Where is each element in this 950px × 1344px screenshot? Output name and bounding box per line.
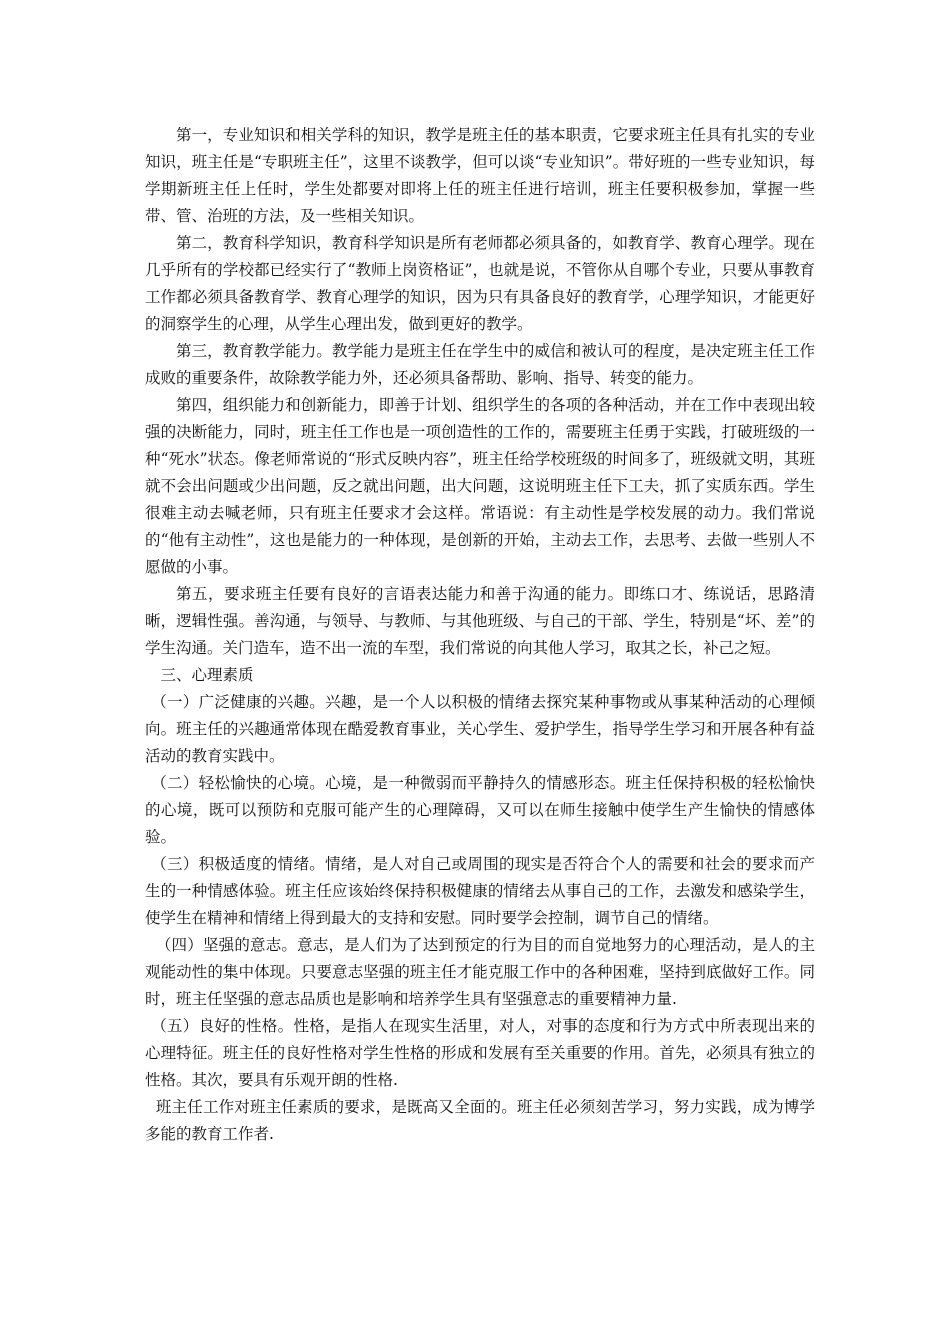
section-heading-psychological-quality: 三、心理素质 bbox=[160, 666, 254, 684]
paragraph-interest: （一）广泛健康的兴趣。兴趣，是一个人以积极的情绪去探究某种事物或从事某种活动的心理倾向。班主任的兴趣通常体现在酷爱教育事业，关心学生、爱护学生，指导学生学习和开展各种有益活动的教育实践中。 bbox=[145, 693, 815, 765]
paragraph-will: （四）坚强的意志。意志，是人们为了达到预定的行为目的而自觉地努力的心理活动，是人的主观能动性的集中体现。只要意志坚强的班主任才能克服工作中的各种困难，坚持到底做好工作。同时，班主任坚强的意志品质也是影响和培养学生具有坚强意志的重要精神力量. bbox=[145, 936, 815, 1008]
paragraph-emotion: （三）积极适度的情绪。情绪，是人对自己或周围的现实是否符合个人的需要和社会的要求而产生的一种情感体验。班主任应该始终保持积极健康的情绪去从事自己的工作，去激发和感染学生，使学生在精神和情绪上得到最大的支持和安慰。同时要学会控制，调节自己的情绪。 bbox=[145, 855, 815, 927]
paragraph-third-teaching-ability: 第三，教育教学能力。教学能力是班主任在学生中的威信和被认可的程度，是决定班主任工作成败的重要条件，故除教学能力外，还必须具备帮助、影响、指导、转变的能力。 bbox=[145, 342, 815, 387]
paragraph-conclusion: 班主任工作对班主任素质的要求，是既高又全面的。班主任必须刻苦学习，努力实践，成为博学多能的教育工作者. bbox=[145, 1098, 815, 1143]
paragraph-second-education-science: 第二，教育科学知识，教育科学知识是所有老师都必须具备的，如教育学、教育心理学。现在几乎所有的学校都已经实行了“教师上岗资格证”，也就是说，不管你从自哪个专业，只要从事教育工作都必须具备教育学、教育心理学的知识，因为只有具备良好的教育学，心理学知识，才能更好的洞察学生的心理，从学生心理出发，做到更好的教学。 bbox=[145, 234, 815, 333]
document-body bbox=[145, 122, 815, 1148]
paragraph-character: （五）良好的性格。性格，是指人在现实生活里，对人，对事的态度和行为方式中所表现出来的心理特征。班主任的良好性格对学生性格的形成和发展有至关重要的作用。首先，必须具有独立的性格。其次，要具有乐观开朗的性格. bbox=[145, 1017, 815, 1089]
paragraph-first-professional-knowledge: 第一，专业知识和相关学科的知识，教学是班主任的基本职责，它要求班主任具有扎实的专业知识，班主任是“专职班主任”，这里不谈教学，但可以谈“专业知识”。带好班的一些专业知识，每学期新班主任上任时，学生处都要对即将上任的班主任进行培训，班主任要积极参加，掌握一些带、管、治班的方法，及一些相关知识。 bbox=[145, 126, 815, 225]
paragraph-fifth-communication: 第五，要求班主任要有良好的言语表达能力和善于沟通的能力。即练口才、练说话，思路清晰，逻辑性强。善沟通，与领导、与教师、与其他班级、与自己的干部、学生，特别是“坏、差”的学生沟通。关门造车，造不出一流的车型，我们常说的向其他人学习，取其之长，补己之短。 bbox=[145, 585, 815, 657]
paragraph-fourth-organization-innovation: 第四，组织能力和创新能力，即善于计划、组织学生的各项的各种活动，并在工作中表现出较强的决断能力，同时，班主任工作也是一项创造性的工作的，需要班主任勇于实践，打破班级的一种“死水”状态。像老师常说的“形式反映内容”，班主任给学校班级的时间多了，班级就文明，其班就不会出问题或少出问题，反之就出问题，出大问题，这说明班主任下工夫，抓了实质东西。学生很难主动去喊老师，只有班主任要求才会这样。常语说：有主动性是学校发展的动力。我们常说的“他有主动性”，这也是能力的一种体现，是创新的开始，主动去工作，去思考、去做一些别人不愿做的小事。 bbox=[145, 396, 815, 576]
paragraph-mood: （二）轻松愉快的心境。心境，是一种微弱而平静持久的情感形态。班主任保持积极的轻松愉快的心境，既可以预防和克服可能产生的心理障碍，又可以在师生接触中使学生产生愉快的情感体验。 bbox=[145, 774, 815, 846]
